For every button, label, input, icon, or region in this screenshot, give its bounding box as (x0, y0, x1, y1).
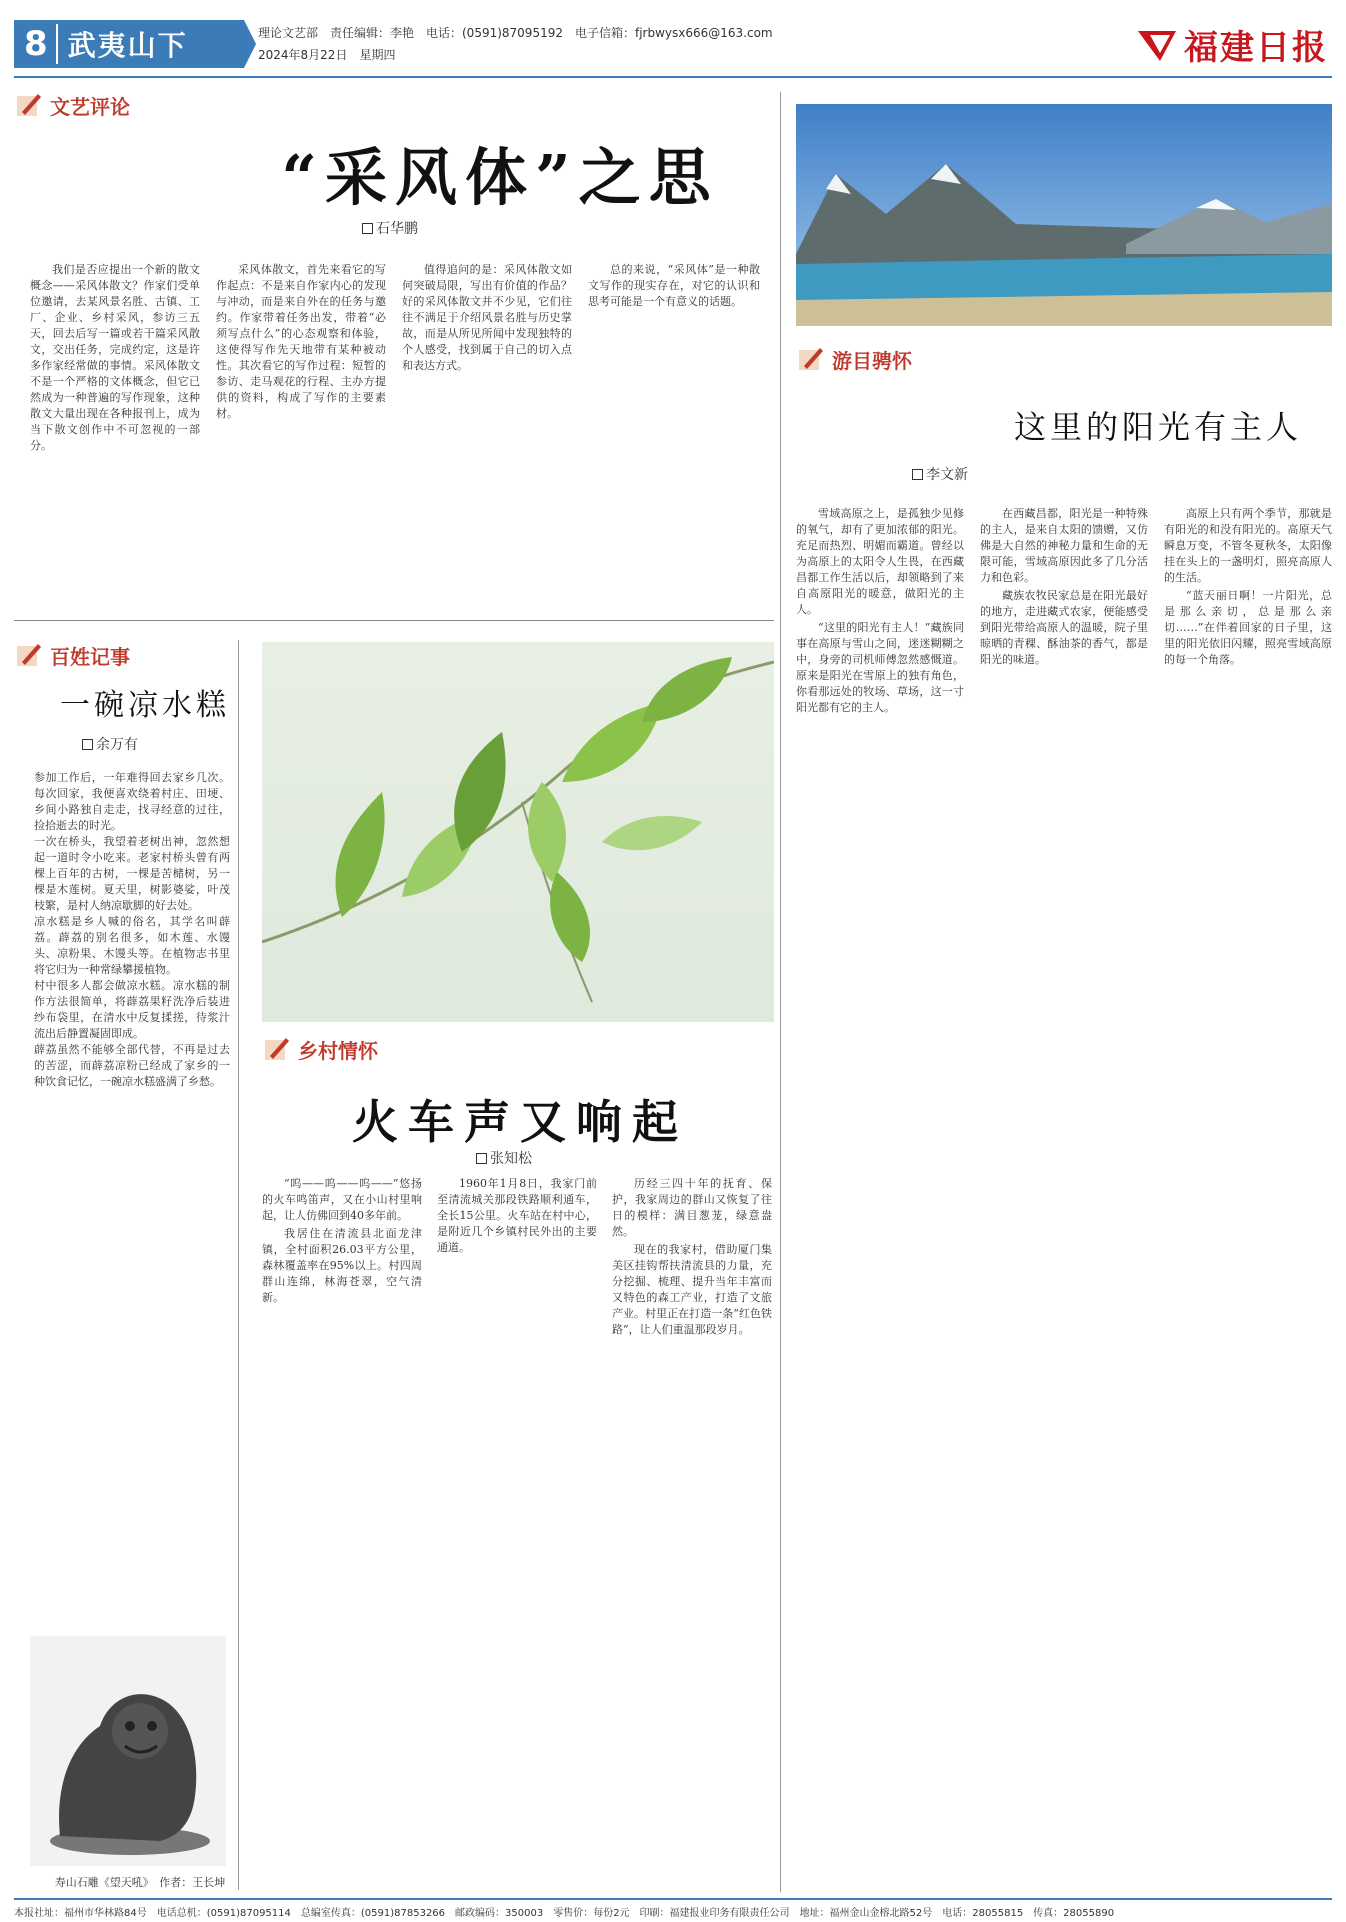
paragraph: 村中很多人都会做凉水糕。凉水糕的制作方法很简单，将薜荔果籽洗净后装进纱布袋里，在清水中反复揉搓，待浆汁流出后静置凝固即成。 (34, 979, 230, 1040)
article-author: 李文新 (912, 464, 968, 484)
article-body (262, 1176, 772, 1886)
paragraph: 采风体散文，首先来看它的写作起点：不是来自作家内心的发现与冲动，而是来自外在的任务与邀约。作家带着任务出发，带着“必须写点什么”的心态观察和体验，这使得写作先天地带有某种被动性。其次看它的写作过程：短暂的参访、走马观花的行程、主办方提供的资料，构成了写作的主要素材。 (216, 263, 386, 420)
paragraph: “呜——呜——呜——”悠扬的火车鸣笛声，又在小山村里响起，让人仿佛回到40多年前。 (262, 1177, 422, 1222)
paragraph: “这里的阳光有主人！”藏族同事在高原与雪山之间，迷迷糊糊之中，身旁的司机师傅忽然感慨道。原来是阳光在雪原上的独有角色，你看那远处的牧场、草场，这一寸阳光都有它的主人。 (796, 621, 964, 714)
article-author: 余万有 (82, 734, 138, 754)
issue-date: 2024年8月22日 星期四 (258, 48, 396, 62)
leaf-branch-image (262, 642, 774, 1022)
paragraph: 我居住在清流县北面龙津镇，全村面积26.03平方公里，森林覆盖率在95%以上。村四周群山连绵，林海苍翠，空气清新。 (262, 1227, 422, 1304)
section-label-travel: 游目骋怀 (796, 344, 912, 374)
page-number: 8 (14, 24, 58, 64)
article-title: 火车声又响起 (352, 1095, 688, 1149)
article-body (34, 770, 230, 1320)
photo-caption: 寿山石雕《望天吼》 作者：王长坤 (54, 1876, 226, 1889)
header-divider (14, 76, 1332, 78)
paragraph: “蓝天丽日啊！一片阳光，总是那么亲切，总是那么亲切……”在伴着回家的日子里，这里的阳光依旧闪耀，照亮雪域高原的每一个角落。 (1164, 589, 1332, 666)
leaf-photo (262, 642, 774, 1022)
mountain-lake-image (796, 104, 1332, 326)
section-divider (14, 620, 774, 621)
article-author: 石华鹏 (362, 218, 418, 238)
paragraph: 值得追问的是：采风体散文如何突破局限，写出有价值的作品？好的采风体散文并不少见，它们往往不满足于介绍风景名胜与历史掌故，而是从所见所闻中发现独特的个人感受，找到属于自己的切入点和表达方式。 (402, 263, 572, 372)
page-section-tag (14, 20, 244, 68)
paragraph: 雪域高原之上，是孤独少见修的氧气，却有了更加浓郁的阳光。充足而热烈、明媚而霸道。曾经以为高原上的太阳令人生畏，在西藏昌都工作生活以后，却领略到了来自高原阳光的暖意，做阳光的主人。 (796, 507, 964, 616)
page-header (0, 0, 1346, 78)
column-divider (780, 92, 781, 1892)
pen-icon (14, 640, 44, 670)
logo-mark-icon (1136, 25, 1184, 65)
paragraph: 总的来说，“采风体”是一种散文写作的现实存在，对它的认识和思考可能是一个有意义的话题。 (588, 263, 760, 308)
paragraph: 1960年1月8日，我家门前至清流城关那段铁路顺利通车，全长15公里。火车站在村中心，是附近几个乡镇村民外出的主要通道。 (437, 1177, 597, 1254)
section-label-people-notes: 百姓记事 (14, 640, 130, 670)
article-title: 一碗凉水糕 (60, 688, 230, 723)
paragraph: 薜荔虽然不能够全部代替，不再是过去的苦涩，而薜荔凉粉已经成了家乡的一种饮食记忆，一碗凉水糕盛满了乡愁。 (34, 1043, 230, 1088)
column-divider (238, 640, 239, 1890)
article-body (30, 262, 760, 602)
paragraph: 历经三四十年的抚育、保护，我家周边的群山又恢复了往日的模样：满目葱茏，绿意盎然。 (612, 1177, 772, 1238)
paragraph: 现在的我家村，借助厦门集美区挂钩帮扶清流县的力量，充分挖掘、梳理、提升当年丰富而又特色的森工产业，打造了文旅产业。村里正在打造一条“红色铁路”，让人们重温那段岁月。 (612, 1243, 772, 1336)
stone-carving-photo (30, 1636, 226, 1866)
newspaper-name: 福建日报 (1184, 28, 1328, 68)
pen-icon (262, 1034, 292, 1064)
paragraph: 凉水糕是乡人喊的俗名，其学名叫薜荔。薜荔的别名很多，如木莲、水馒头、凉粉果、木馒头等。在植物志书里将它归为一种常绿攀援植物。 (34, 915, 230, 976)
page-footer: 本报社址：福州市华林路84号 电话总机：(0591)87095114 总编室传真：(0591)87853266 邮政编码：350003 零售价：每份2元 印刷：福建报业印务有限责任公司 地址：福州金山金榕北路52号 电话：28055815 传真：28055890 (14, 1898, 1332, 1920)
lake-landscape-photo (796, 104, 1332, 326)
editor-info: 理论文艺部 责任编辑：李艳 电话：(0591)87095192 电子信箱：fjrbwysx666@163.com (258, 26, 773, 40)
paragraph: 在西藏昌都，阳光是一种特殊的主人，是来自太阳的馈赠，又仿佛是大自然的神秘力量和生命的无限可能，雪域高原因此多了几分活力和色彩。 (980, 507, 1148, 584)
paragraph: 一次在桥头，我望着老树出神，忽然想起一道时令小吃来。老家村桥头曾有两棵上百年的古树，一棵是苦槠树，另一棵是木莲树。夏天里，树影婆娑，叶茂枝繁，是村人纳凉歇脚的好去处。 (34, 835, 230, 912)
newspaper-logo (1136, 20, 1328, 69)
article-author: 张知松 (476, 1148, 532, 1168)
paragraph: 我们是否应提出一个新的散文概念——采风体散文？作家们受单位邀请，去某风景名胜、古镇、工厂、企业、乡村采风，参访三五天，回去后写一篇或若干篇采风散文，交出任务，完成约定，这是许多作家经常做的事情。采风体散文不是一个严格的文体概念，但它已然成为一种普遍的写作现象，这种散文大量出现在各种报刊上，成为当下散文创作中不可忽视的一部分。 (30, 263, 200, 452)
article-title: “采风体”之思 (281, 141, 719, 214)
article-body (796, 506, 1332, 1890)
page-name: 武夷山下 (67, 29, 188, 62)
paragraph: 参加工作后，一年难得回去家乡几次。每次回家，我便喜欢绕着村庄、田埂、乡间小路独自走走，找寻经意的过往，捡拾逝去的时光。 (34, 771, 230, 832)
article-title: 这里的阳光有主人 (1013, 408, 1302, 446)
paragraph: 藏族农牧民家总是在阳光最好的地方，走进藏式农家，便能感受到阳光带给高原人的温暖，院子里晾晒的青稞、酥油茶的香气，都是阳光的味道。 (980, 589, 1148, 666)
pen-icon (796, 344, 826, 374)
stone-lion-image (30, 1636, 226, 1866)
section-label-literary-review: 文艺评论 (14, 90, 130, 120)
paragraph: 高原上只有两个季节，那就是有阳光的和没有阳光的。高原天气瞬息万变，不管冬夏秋冬，太阳像挂在头上的一盏明灯，照亮高原人的生活。 (1164, 507, 1332, 584)
section-label-rural-feelings: 乡村情怀 (262, 1034, 378, 1064)
pen-icon (14, 90, 44, 120)
